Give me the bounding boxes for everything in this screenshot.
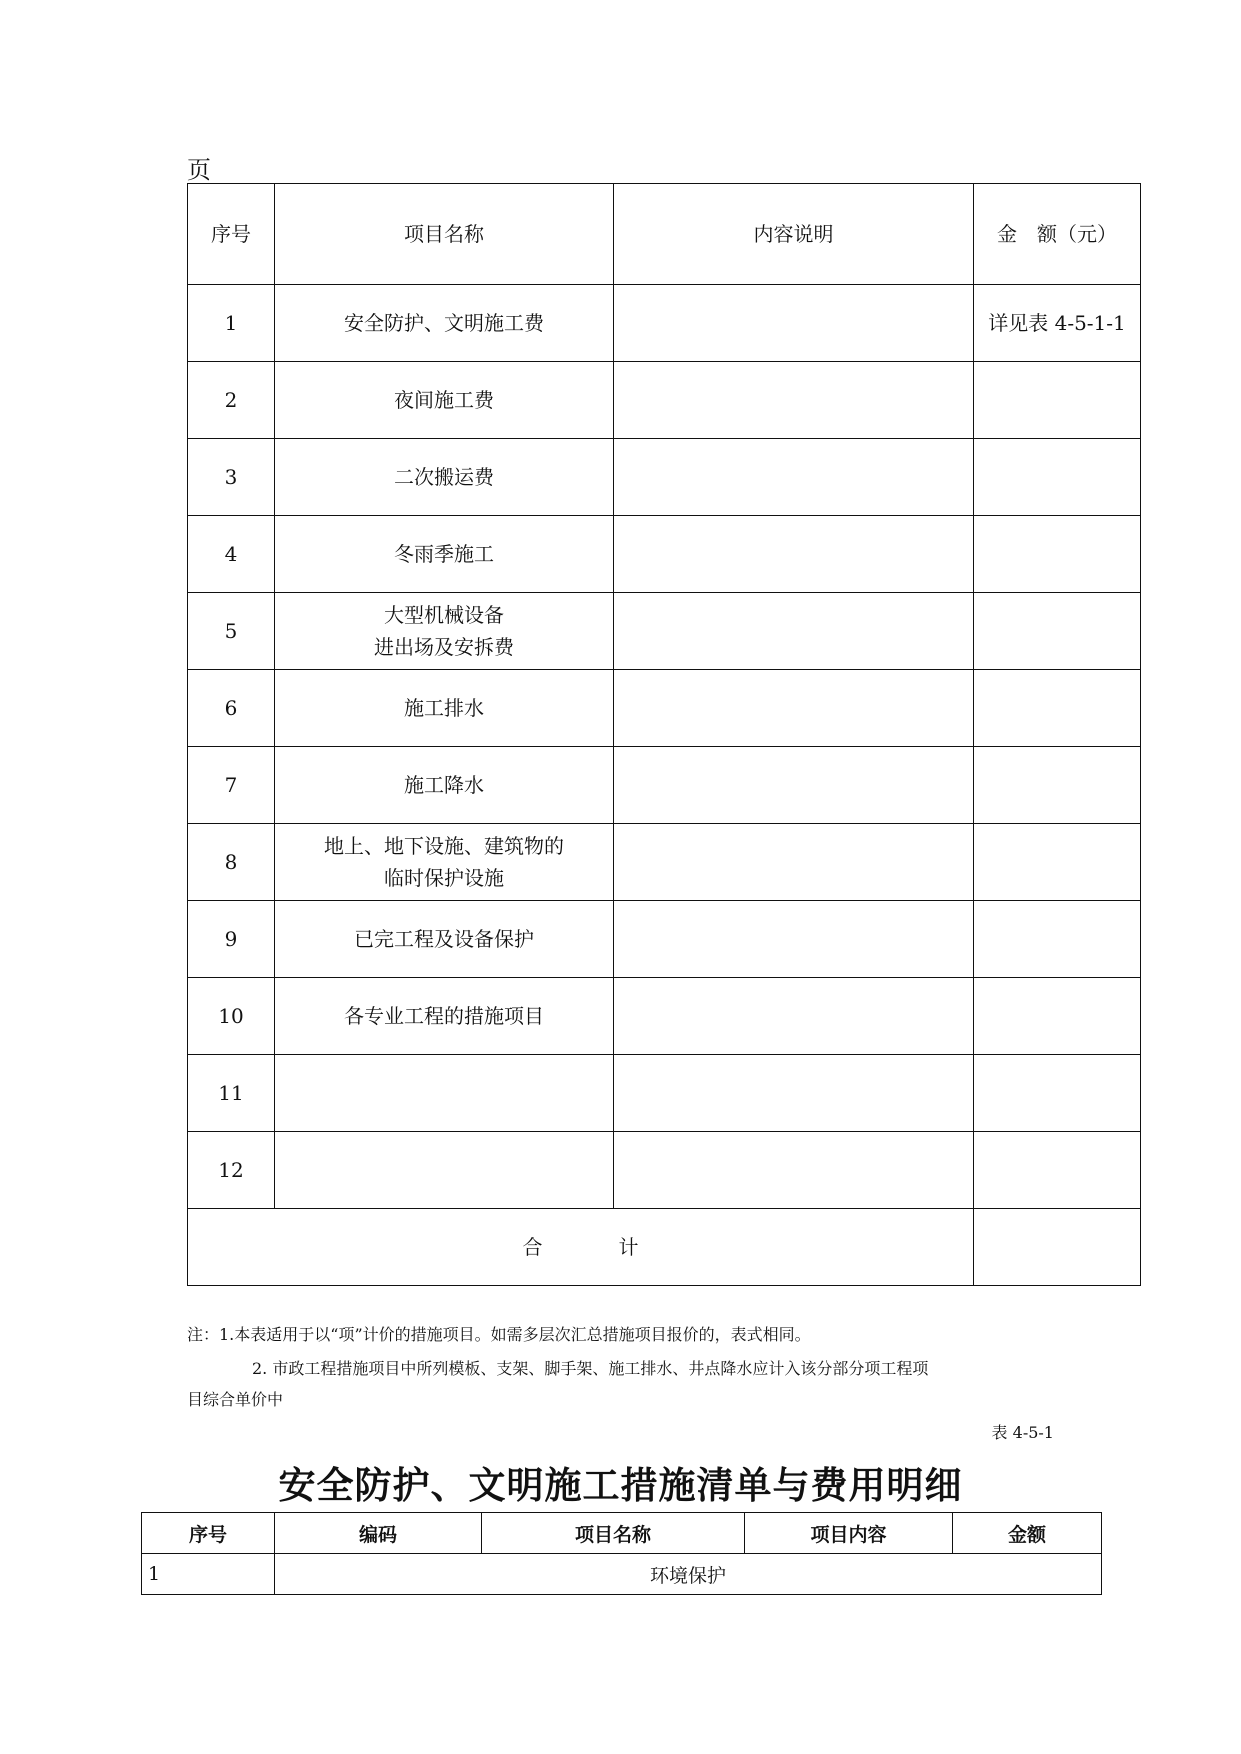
row-amount [974, 1055, 1141, 1132]
row-amount [974, 747, 1141, 824]
total-label-part: 合 [522, 1235, 543, 1259]
row-name [275, 593, 614, 670]
row-no: 1 [188, 285, 275, 362]
page-label: 页 [187, 156, 211, 184]
row-desc [614, 747, 974, 824]
row-no: 6 [188, 670, 275, 747]
row-no: 10 [188, 978, 275, 1055]
row-amount [974, 439, 1141, 516]
row-name [275, 824, 614, 901]
row-name-line: 安全防护、文明施工费 [344, 311, 544, 335]
row-no: 11 [188, 1055, 275, 1132]
row-name [275, 670, 614, 747]
row-no: 12 [188, 1132, 275, 1209]
table-row [188, 824, 1141, 901]
section-title: 安全防护、文明施工措施清单与费用明细 [278, 1463, 963, 1507]
table-row [188, 901, 1141, 978]
row-desc [614, 978, 974, 1055]
row-no: 5 [188, 593, 275, 670]
row-amount [974, 670, 1141, 747]
row-no: 4 [188, 516, 275, 593]
measures-table [187, 183, 1141, 1286]
note-line-2: 2. 市政工程措施项目中所列模板、支架、脚手架、施工排水、井点降水应计入该分部分项工程项 [252, 1359, 929, 1378]
row-desc [614, 593, 974, 670]
safety-measures-table [141, 1512, 1102, 1595]
table-row [188, 978, 1141, 1055]
table-row [188, 516, 1141, 593]
row-desc [614, 901, 974, 978]
row-name [275, 901, 614, 978]
table-row [188, 1055, 1141, 1132]
total-row [188, 1209, 1141, 1286]
row-desc [614, 285, 974, 362]
row-name-line: 冬雨季施工 [394, 542, 494, 566]
row-desc [614, 824, 974, 901]
row-no: 9 [188, 901, 275, 978]
row-amount [974, 516, 1141, 593]
note-line-3: 目综合单价中 [187, 1390, 284, 1409]
header-name: 项目名称 [275, 184, 614, 285]
table-row [188, 670, 1141, 747]
row-no: 7 [188, 747, 275, 824]
row-no: 2 [188, 362, 275, 439]
table-row [188, 439, 1141, 516]
table-code: 表 4-5-1 [991, 1423, 1054, 1442]
total-label-part: 计 [618, 1235, 639, 1259]
total-amount [974, 1209, 1141, 1286]
row-name [275, 439, 614, 516]
row-amount [974, 978, 1141, 1055]
row-desc [614, 1055, 974, 1132]
row-name-line: 已完工程及设备保护 [354, 927, 534, 951]
row-name [275, 1055, 614, 1132]
table-header-row [188, 184, 1141, 285]
table-row [188, 747, 1141, 824]
row-amount [974, 1132, 1141, 1209]
row-name [275, 516, 614, 593]
row-name [275, 747, 614, 824]
sub-row-category: 环境保护 [275, 1554, 1102, 1595]
row-name [275, 978, 614, 1055]
row-desc [614, 362, 974, 439]
sub-header-amount: 金额 [953, 1513, 1102, 1554]
row-name-line: 临时保护设施 [384, 866, 504, 890]
row-desc [614, 439, 974, 516]
row-name-line: 二次搬运费 [394, 465, 494, 489]
row-name-line: 各专业工程的措施项目 [344, 1004, 544, 1028]
sub-header-name: 项目名称 [482, 1513, 745, 1554]
row-no: 3 [188, 439, 275, 516]
table-row [142, 1554, 1102, 1595]
row-name [275, 1132, 614, 1209]
row-no: 8 [188, 824, 275, 901]
sub-header-code: 编码 [275, 1513, 482, 1554]
row-desc [614, 1132, 974, 1209]
header-no: 序号 [188, 184, 275, 285]
row-name-line: 施工降水 [404, 773, 484, 797]
row-desc [614, 516, 974, 593]
table-row [188, 285, 1141, 362]
sub-header-content: 项目内容 [745, 1513, 953, 1554]
row-name [275, 362, 614, 439]
table-row [188, 593, 1141, 670]
note-line-1: 注：1.本表适用于以“项”计价的措施项目。如需多层次汇总措施项目报价的，表式相同。 [187, 1325, 811, 1344]
row-name-line: 大型机械设备 [384, 603, 504, 627]
sub-header-row [142, 1513, 1102, 1554]
row-amount: 详见表 4-5-1-1 [974, 285, 1141, 362]
row-desc [614, 670, 974, 747]
row-amount [974, 824, 1141, 901]
header-amount: 金 额（元） [974, 184, 1141, 285]
sub-row-no: 1 [142, 1554, 275, 1595]
row-amount [974, 901, 1141, 978]
table-row [188, 362, 1141, 439]
header-desc: 内容说明 [614, 184, 974, 285]
sub-header-no: 序号 [142, 1513, 275, 1554]
table-row [188, 1132, 1141, 1209]
row-name-line: 进出场及安拆费 [374, 635, 514, 659]
row-name [275, 285, 614, 362]
row-amount [974, 362, 1141, 439]
row-name-line: 地上、地下设施、建筑物的 [324, 834, 564, 858]
row-amount [974, 593, 1141, 670]
row-name-line: 施工排水 [404, 696, 484, 720]
total-label [188, 1209, 974, 1286]
row-name-line: 夜间施工费 [394, 388, 494, 412]
